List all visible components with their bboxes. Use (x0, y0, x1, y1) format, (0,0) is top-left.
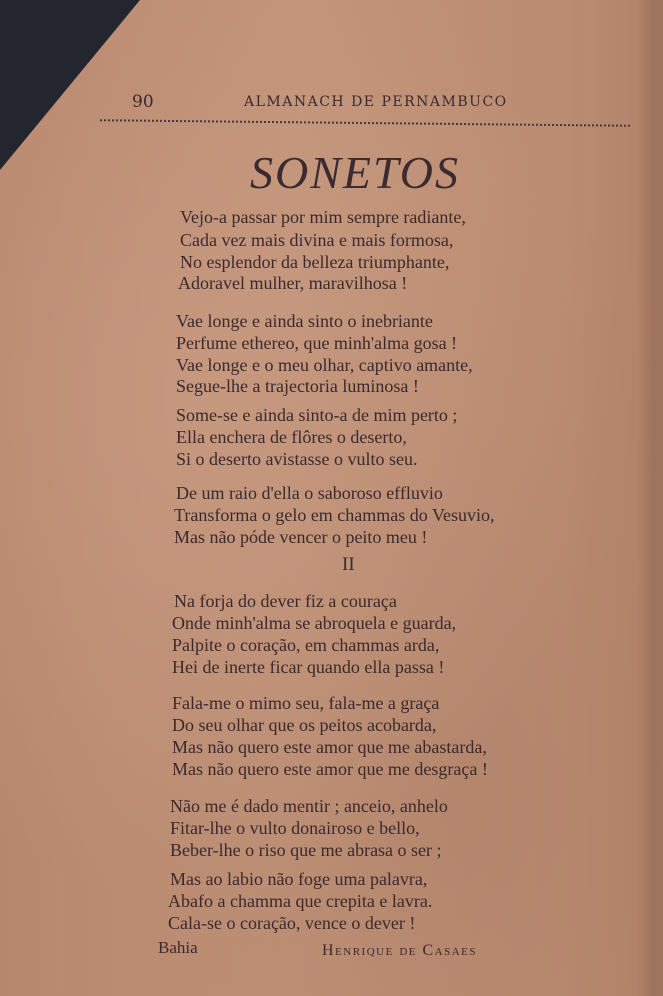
poem-line: Vae longe e ainda sinto o inebriante (176, 311, 433, 331)
poem-line: Fala-me o mimo seu, fala-me a graça (172, 693, 440, 713)
poem-line: Mas não póde vencer o peito meu ! (174, 527, 428, 547)
poem-line: Não me é dado mentir ; anceio, anhelo (170, 796, 448, 816)
poem-line: Do seu olhar que os peitos acobarda, (172, 715, 437, 735)
poem-line: Si o deserto avistasse o vulto seu. (176, 449, 418, 469)
poem-line: Transforma o gelo em chammas do Vesuvio, (174, 505, 495, 525)
poem-line: Cada vez mais divina e mais formosa, (180, 230, 454, 250)
signature-author: Henrique de Casaes (322, 942, 478, 959)
poem-line: Na forja do dever fiz a couraça (174, 591, 397, 611)
page-number: 90 (132, 92, 154, 112)
poem-line: Cala-se o coração, vence o dever ! (168, 913, 416, 933)
poem-line: Vejo-a passar por mim sempre radiante, (180, 207, 466, 227)
poem-line: Segue-lhe a trajectoria luminosa ! (176, 376, 419, 396)
page-edge-shadow (637, 0, 663, 996)
signature-place: Bahia (158, 938, 198, 957)
page-header (132, 92, 612, 114)
poem-line: De um raio d'ella o saboroso effluvio (176, 483, 443, 503)
poem-line: Some-se e ainda sinto-a de mim perto ; (176, 405, 458, 425)
poem-line: Hei de inerte ficar quando ella passa ! (172, 657, 445, 677)
poem-line: Onde minh'alma se abroquela e guarda, (172, 613, 457, 633)
poem-line: Vae longe e o meu olhar, captivo amante, (176, 355, 473, 375)
section-numeral: II (342, 554, 355, 575)
running-title: ALMANACH DE PERNAMBUCO (244, 94, 508, 110)
poem-line: Mas ao labio não foge uma palavra, (170, 869, 428, 889)
poem-line: Adoravel mulher, maravilhosa ! (178, 273, 408, 293)
poem-line: Fitar-lhe o vulto donairoso e bello, (170, 818, 420, 838)
poem-line: Mas não quero este amor que me desgraça ! (172, 759, 488, 779)
poem-line: Perfume ethereo, que minh'alma gosa ! (176, 333, 458, 353)
poem-line: Beber-lhe o riso que me abrasa o ser ; (170, 840, 442, 860)
poem-title: SONETOS (250, 147, 460, 198)
dark-corner-background (0, 0, 140, 170)
poem-line: Ella enchera de flôres o deserto, (176, 427, 407, 447)
poem-line: Abafo a chamma que crepita e lavra. (168, 891, 433, 911)
poem-line: Mas não quero este amor que me abastarda, (172, 737, 487, 757)
poem-line: Palpite o coração, em chammas arda, (172, 635, 440, 655)
poem-line: No esplendor da belleza triumphante, (180, 252, 450, 272)
header-divider (100, 119, 630, 127)
